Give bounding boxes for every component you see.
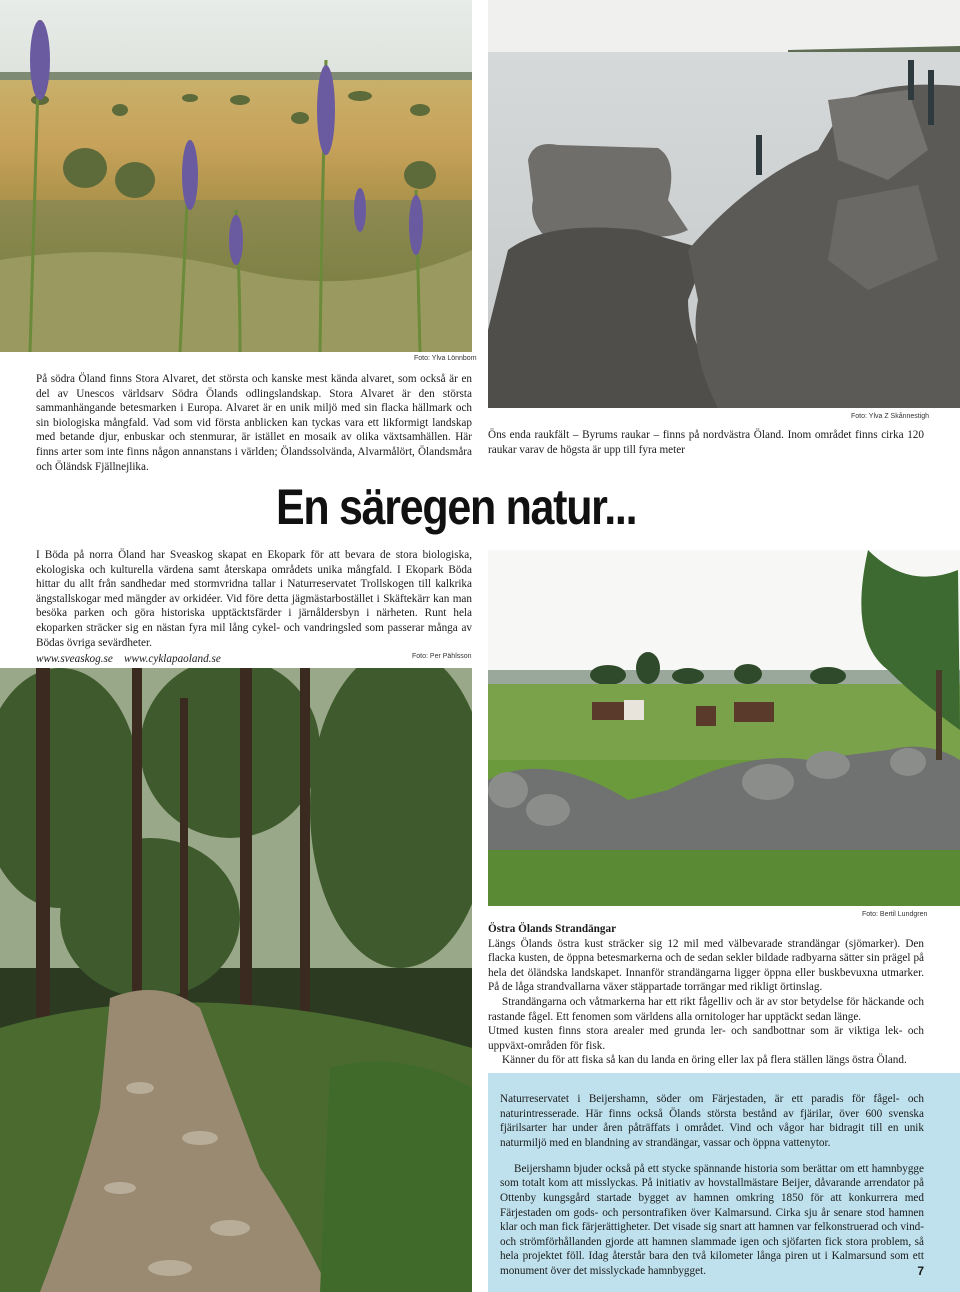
page-number: 7 (917, 1264, 924, 1278)
alvaret-text (36, 372, 472, 474)
photo-credit: Foto: Ylva Z Skånnestigh (851, 413, 930, 420)
strandangar-title: Östra Ölands Strandängar (488, 923, 617, 935)
raukar-caption (488, 428, 924, 457)
cyklapaoland-link[interactable]: www.cyklapaoland.se (124, 653, 221, 666)
beijershamn-paragraph: Beijershamn bjuder också på ett stycke spännande historia som berättar om ett hamnbygge som totalt kom att misslyckas. På initiativ av hovstallmästare Beijer, dåvarande arrendator på Ottenby kungsgård startade bygget av hamnen omkring 1850 för att konkurrera med Färjestaden om gods- och persontrafiken över Kalmarsund. Cirka sju år senare stod hamnen klar och man fick färjerättigheter. Det visade sig snart att hamnen var felkonstruerad och vind- och strömförhållanden gjorde att hamnen slammade igen och sjöfarten fick stora problem, så hela projektet föll. Idag återstår bara den två kilometer långa piren ut i Kalmarsund som ett monument över det misslyckade hamnbygget. (500, 1162, 924, 1277)
forest-photo (0, 668, 472, 1292)
sveaskog-link[interactable]: www.sveaskog.se (36, 653, 113, 666)
photo-credit: Foto: Per Pählsson (412, 653, 472, 660)
beijershamn-box (488, 1073, 960, 1292)
alvaret-paragraph: På södra Öland finns Stora Alvaret, det största och kanske mest kända alvaret, som också är en del av Unescos världsarv Södra Ölands odlingslandskap. Stora Alvaret är den största sammanhängande betesmarken i Europa. Alvaret är en unik miljö med sin flacka hällmark och sin biologiska mångfald. Vad som vid första anblicken kan tyckas vara ett likformigt landskap med betande djur, enbuskar och stenmurar, är istället en mosaik av olika växtsamhällen. Här finns arter som inte finns någon annanstans i världen; Ölandssolvända, Alvarmålört, Ölandsmåra och Öländsk Fjällnejlika. (36, 373, 472, 473)
strandangar-text (488, 922, 924, 1068)
alvaret-photo (0, 0, 472, 352)
strandangar-paragraph: Strandängarna och våtmarkerna har ett rikt fågelliv och är av stor betydelse för häckande och rastande fågel. Ett fenomen som världens alla ornitologer har upptäckt sedan länge. (488, 995, 924, 1023)
photo-credit: Foto: Ylva Lönnbom (414, 355, 477, 362)
beijershamn-paragraph: Naturreservatet i Beijershamn, söder om Färjestaden, är ett paradis för fågel- och naturintresserade. Här finns också Ölands största bestånd av fjärilar, över 600 svenska fjärilsarter har under åren påträffats i området. Vind och vågor har bidragit till en unik naturmiljö med en blandning av strandängar, vassar och öppna vattenytor. (500, 1093, 924, 1149)
strandangar-paragraph: Utmed kusten finns stora arealer med grunda ler- och sandbottnar som är viktiga lek- och uppväxt-områden för fisk. (488, 1025, 924, 1052)
strandangar-paragraph: Längs Ölands östra kust sträcker sig 12 mil med välbevarade strandängar (sjömarker). Den flacka kusten, de öppna betesmarkerna och de sedan sekler bildade radbyarna sätter sin prägel på hela det öländska landskapet. Innanför strandängarna ligger öppna eller buskbevuxna utmarker. På de låga strandvallarna växer stäppartade torrängar med rikligt örtinslag. (488, 937, 924, 994)
raukar-photo (488, 0, 960, 408)
photo-credit: Foto: Bertil Lundgren (862, 911, 928, 918)
boda-paragraph: I Böda på norra Öland har Sveaskog skapat en Ekopark för att bevara de stora biologiska, ekologiska och kulturella värdena samt återskapa områdets unika mångfald. I Ekopark Böda hittar du allt från sandhedar med stormvridna tallar i Naturreservatet Trollskogen till kalkrika ängstallskogar med mängder av orkidéer. Vid före detta jägmästarbostället i Skäftekärr kan man besöka parken och göra historiska upptäcktsfärder i järnåldersbyn i närheten. Runt hela ekoparken sträcker sig en nästan fyra mil lång cykel- och vandringsled som passerar många av Bödas övriga sevärdheter. (36, 549, 472, 649)
raukar-caption-text: Öns enda raukfält – Byrums raukar – finns på nordvästra Öland. Inom området finns cirka 120 raukar varav de högsta är upp till fyra meter (488, 429, 924, 456)
strandangar-photo (488, 550, 960, 906)
page-headline: En säregen natur... (276, 479, 637, 535)
boda-text (36, 548, 472, 667)
strandangar-paragraph: Känner du för att fiska så kan du landa en öring eller lax på flera ställen längs östra Öland. (502, 1054, 907, 1067)
